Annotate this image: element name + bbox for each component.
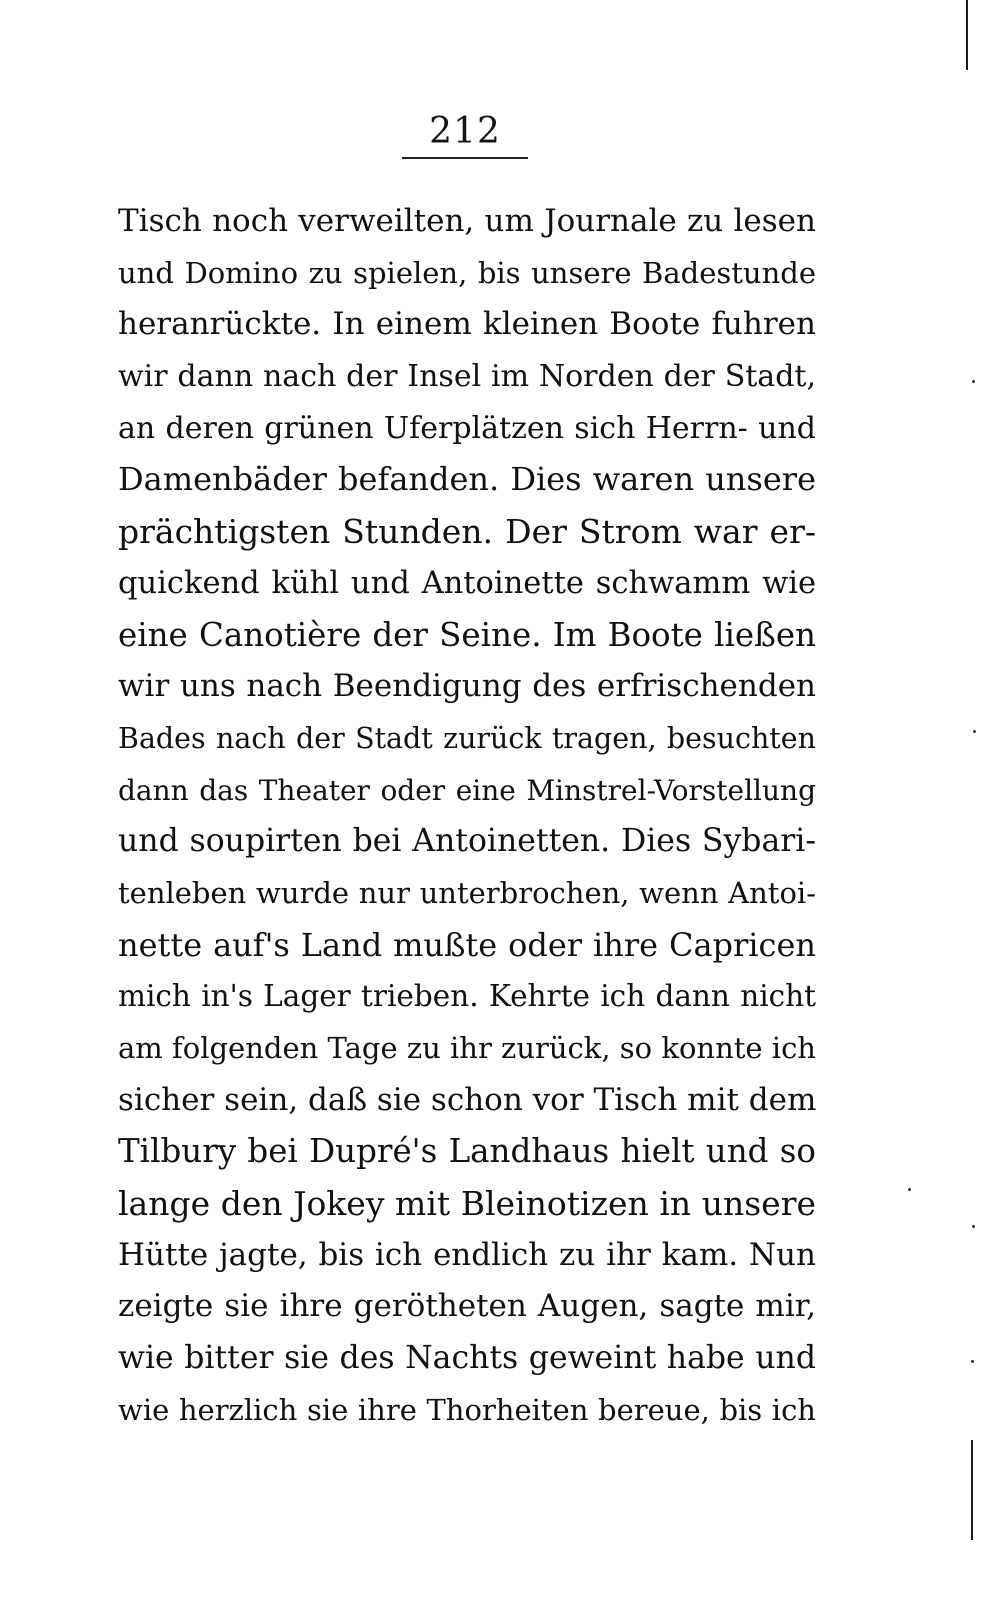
- scan-speck: [971, 1360, 974, 1363]
- text-line: wie bitter sie des Nachts geweint habe und: [118, 1340, 816, 1377]
- text-line: lange den Jokey mit Bleinotizen in unsere: [118, 1184, 816, 1224]
- text-line: sicher sein, daß sie schon vor Tisch mit dem: [118, 1081, 816, 1118]
- text-line: am folgenden Tage zu ihr zurück, so konnte ich: [118, 1031, 816, 1065]
- scan-speck: [972, 380, 975, 383]
- text-line: Hütte jagte, bis ich endlich zu ihr kam. Nun: [118, 1236, 816, 1273]
- page-number: 212: [429, 111, 501, 152]
- text-line: eine Canotière der Seine. Im Boote ließen: [118, 615, 816, 654]
- text-line: nette auf's Land mußte oder ihre Capricen: [118, 925, 816, 964]
- scan-speck: [908, 1188, 911, 1191]
- text-line: und soupirten bei Antoinetten. Dies Sybari-: [118, 823, 816, 860]
- body-text: [118, 196, 816, 1437]
- scan-edge-mark: [971, 1440, 973, 1540]
- text-line: tenleben wurde nur unterbrochen, wenn Antoi-: [118, 875, 816, 910]
- scan-speck: [973, 730, 976, 733]
- text-line: an deren grünen Uferplätzen sich Herrn- und: [118, 410, 816, 446]
- text-line: Damenbäder befanden. Dies waren unsere: [118, 460, 816, 499]
- text-line: Tilbury bei Dupré's Landhaus hielt und so: [118, 1132, 816, 1171]
- text-line: wie herzlich sie ihre Thorheiten bereue, bis ich: [118, 1392, 816, 1427]
- text-line: quickend kühl und Antoinette schwamm wie: [118, 565, 816, 601]
- scan-edge-mark: [966, 0, 968, 70]
- scan-speck: [972, 1225, 975, 1228]
- text-line: Bades nach der Stadt zurück tragen, besuchten: [118, 721, 816, 755]
- text-line: zeigte sie ihre gerötheten Augen, sagte mir,: [118, 1288, 816, 1325]
- header-rule: [402, 157, 528, 159]
- text-line: wir uns nach Beendigung des erfrischenden: [118, 668, 816, 705]
- text-line: prächtigsten Stunden. Der Strom war er-: [118, 512, 816, 552]
- text-line: wir dann nach der Insel im Norden der Stadt,: [118, 359, 816, 395]
- text-line: dann das Theater oder eine Minstrel-Vorstellung: [118, 773, 816, 807]
- text-line: mich in's Lager trieben. Kehrte ich dann nicht: [118, 979, 816, 1014]
- text-line: heranrückte. In einem kleinen Boote fuhren: [118, 306, 816, 343]
- text-line: und Domino zu spielen, bis unsere Badestunde: [118, 255, 816, 290]
- text-line: Tisch noch verweilten, um Journale zu lesen: [118, 203, 816, 239]
